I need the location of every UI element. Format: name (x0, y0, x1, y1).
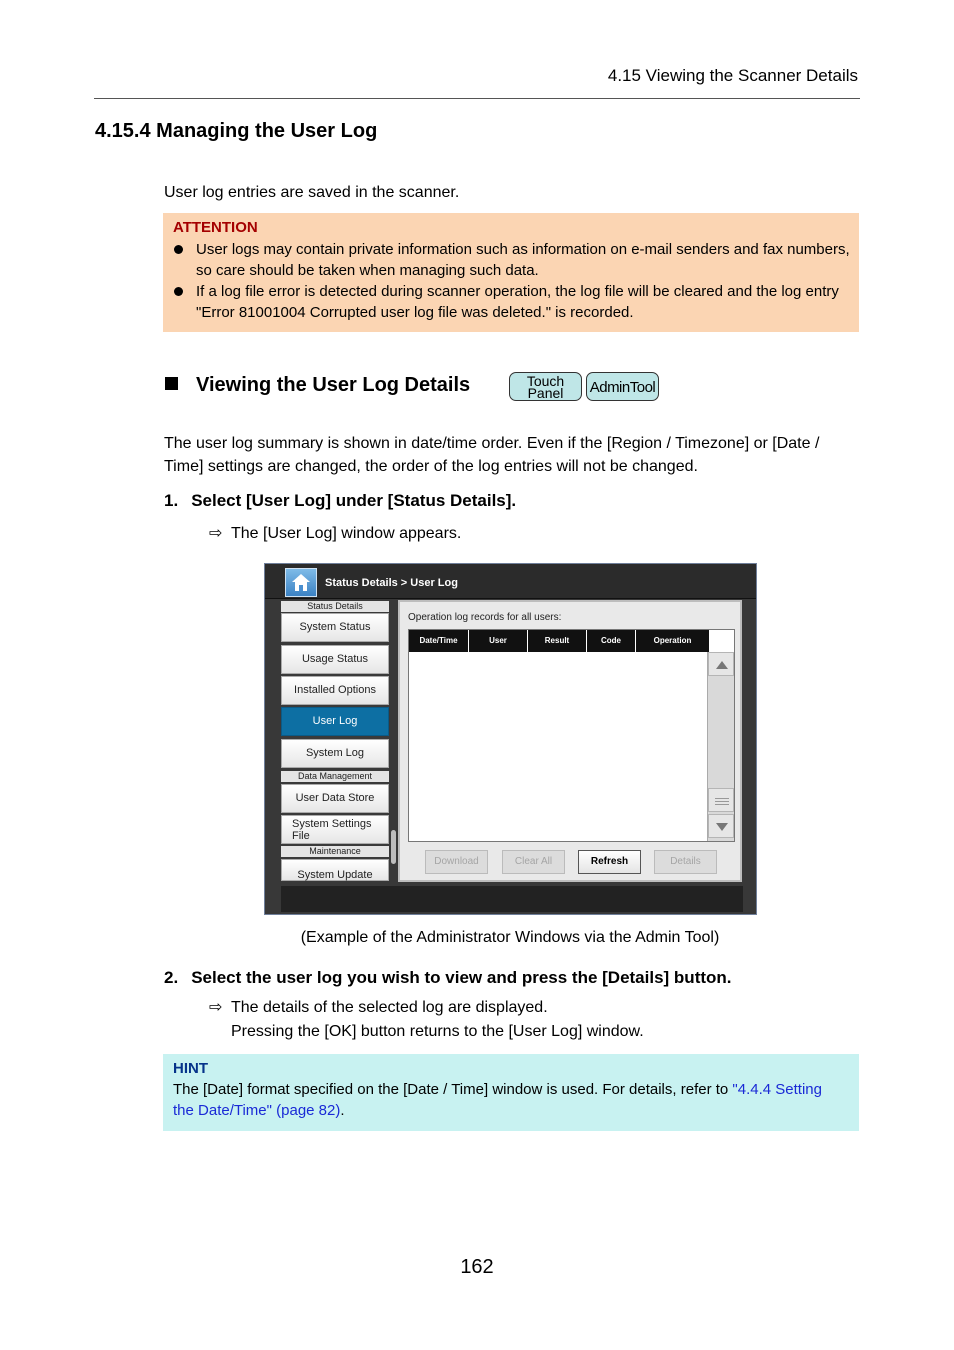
scroll-down-button[interactable] (708, 814, 734, 838)
step-2-result-extra: Pressing the [OK] button returns to the [User Log] window. (231, 1023, 644, 1040)
col-code[interactable]: Code (587, 630, 636, 652)
step-1 (164, 491, 516, 511)
subheading-title: Viewing the User Log Details (196, 374, 471, 396)
hint-box (163, 1054, 859, 1131)
menu-user-log[interactable]: User Log (281, 707, 389, 736)
menu-system-update[interactable]: System Update (281, 859, 389, 881)
attention-bullet-text: If a log file error is detected during scanner operation, the log file will be cleared and the log entry "Error 81001004 Corrupted user log file was deleted." is recorded. (196, 283, 839, 321)
side-menu (281, 600, 389, 881)
step-text: Select [User Log] under [Status Details]. (191, 491, 517, 510)
hint-text-suffix: . (340, 1102, 345, 1119)
result-text: The [User Log] window appears. (231, 525, 462, 542)
col-operation[interactable]: Operation (653, 636, 692, 645)
clear-all-button[interactable]: Clear All (502, 850, 565, 874)
page-number: 162 (460, 1256, 494, 1278)
step-number: 2. (164, 968, 179, 987)
touch-panel-tag-line2: Panel (527, 385, 564, 401)
scroll-up-button[interactable] (708, 652, 734, 676)
breadcrumb: Status Details > User Log (325, 577, 458, 589)
attention-bullet-text: User logs may contain private information such as information on e-mail senders and fax numbers, so care should be taken when managing such data. (196, 241, 850, 279)
log-caption: Operation log records for all users: (408, 612, 562, 623)
menu-user-data-store[interactable]: User Data Store (281, 784, 389, 813)
download-button[interactable]: Download (425, 850, 488, 874)
home-icon (291, 573, 311, 592)
attention-box (163, 213, 859, 332)
user-log-screenshot (264, 563, 757, 915)
hint-link[interactable]: "4.4.4 Setting the Date/Time" (page 82) (173, 1081, 822, 1119)
log-table[interactable] (408, 629, 735, 842)
result-text: The details of the selected log are displayed. (231, 999, 548, 1016)
admin-tool-tag: AdminTool (586, 372, 659, 401)
square-bullet-icon (165, 377, 178, 390)
arrow-down-icon (716, 823, 728, 831)
bullet-icon (174, 287, 183, 296)
subheading (165, 374, 470, 397)
group-maintenance: Maintenance (281, 846, 389, 857)
log-panel (398, 600, 742, 882)
touch-panel-tag (509, 372, 582, 401)
step-2 (164, 968, 732, 988)
arrow-up-icon (716, 661, 728, 669)
hint-text (173, 1079, 843, 1121)
group-data-management: Data Management (281, 771, 389, 782)
col-user[interactable]: User (469, 630, 528, 652)
step-2-result (209, 997, 548, 1017)
col-date-time[interactable]: Date/Time (409, 630, 469, 652)
section-title: 4.15.4 Managing the User Log (95, 120, 378, 142)
result-arrow-icon: ⇨ (209, 999, 223, 1016)
col-result[interactable]: Result (528, 630, 587, 652)
window-topbar (265, 564, 756, 599)
attention-label: ATTENTION (173, 219, 258, 236)
table-header (409, 630, 709, 652)
step-1-result (209, 523, 461, 543)
attention-bullet (196, 281, 851, 323)
header-rule (94, 98, 860, 99)
refresh-button[interactable]: Refresh (578, 850, 641, 874)
hint-text-prefix: The [Date] format specified on the [Date / Time] window is used. For details, refer to (173, 1081, 733, 1098)
details-button[interactable]: Details (654, 850, 717, 874)
hint-label: HINT (173, 1060, 208, 1077)
scroll-grip[interactable] (708, 788, 734, 812)
bullet-icon (174, 245, 183, 254)
table-scrollbar[interactable] (707, 652, 734, 841)
menu-usage-status[interactable]: Usage Status (281, 645, 389, 674)
figure-caption: (Example of the Administrator Windows via the Admin Tool) (300, 929, 720, 946)
intro-text: User log entries are saved in the scanner. (164, 184, 460, 201)
menu-system-settings-file[interactable]: System Settings File (281, 815, 389, 844)
running-header: 4.15 Viewing the Scanner Details (607, 66, 858, 85)
group-status-details: Status Details (281, 601, 389, 612)
home-button[interactable] (285, 568, 317, 597)
window-bottom-bar (281, 886, 743, 912)
side-scrollbar[interactable] (391, 830, 396, 864)
attention-bullet (196, 239, 851, 281)
summary-text: The user log summary is shown in date/time order. Even if the [Region / Timezone] or [Date / Time] settings are changed, the order of the log entries will not be changed. (164, 435, 820, 475)
menu-system-status[interactable]: System Status (281, 613, 389, 642)
result-arrow-icon: ⇨ (209, 525, 223, 542)
touch-panel-tag-line1: Touch (526, 373, 565, 389)
menu-installed-options[interactable]: Installed Options (281, 676, 389, 705)
step-number: 1. (164, 491, 179, 510)
menu-system-log[interactable]: System Log (281, 739, 389, 768)
step-text: Select the user log you wish to view and press the [Details] button. (191, 968, 732, 987)
